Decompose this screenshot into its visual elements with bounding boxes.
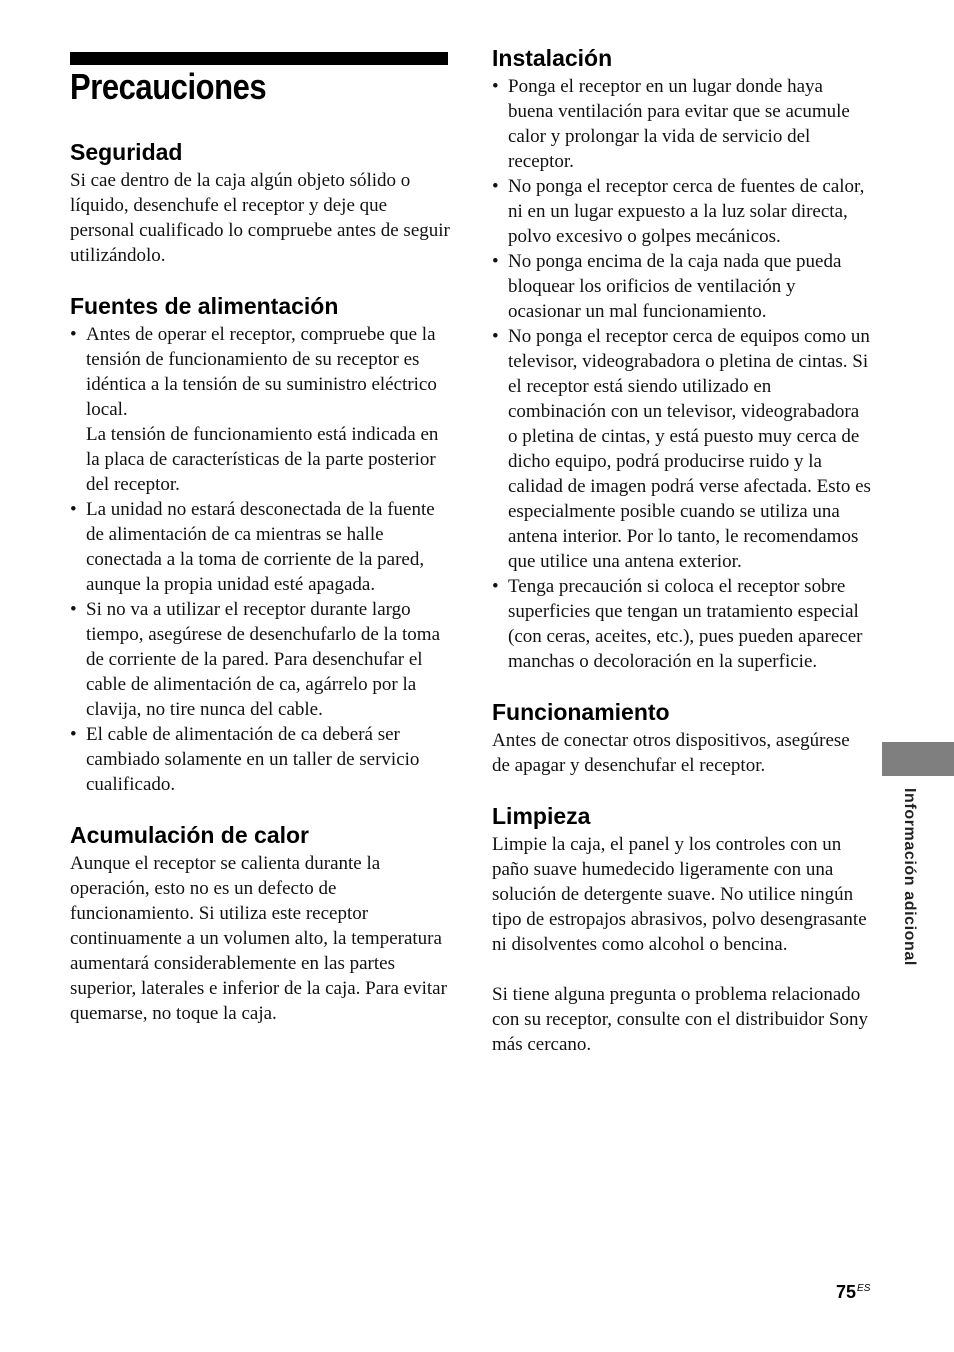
list-item <box>70 722 450 797</box>
page-title: Precauciones <box>70 66 267 107</box>
left-column <box>70 138 450 1050</box>
right-column <box>492 44 872 1081</box>
section-heading-fuentes: Fuentes de alimentación <box>70 293 339 319</box>
section-tab-marker <box>882 742 954 776</box>
fuentes-list <box>70 322 450 797</box>
page-number-value: 75 <box>836 1282 857 1302</box>
page-number <box>836 1282 870 1303</box>
section-funcionamiento <box>492 698 872 778</box>
section-seguridad <box>70 138 450 268</box>
list-item <box>492 574 872 674</box>
section-text-contact: Si tiene alguna pregunta o problema relacionado con su receptor, consulte con el distribuidor Sony más cercano. <box>492 984 868 1055</box>
list-item <box>492 174 872 249</box>
list-item-text: • Antes de operar el receptor, compruebe que la tensión de funcionamiento de su receptor es idéntica a la tensión de su suministro eléctrico local. <box>86 324 437 420</box>
list-item-text: • Ponga el receptor en un lugar donde haya buena ventilación para evitar que se acumule calor y prolongar la vida de servicio del receptor. <box>508 76 850 172</box>
list-item <box>492 324 872 574</box>
section-text-limpieza: Limpie la caja, el panel y los controles con un paño suave humedecido ligeramente con una solución de detergente suave. No utilice ningún tipo de estropajos abrasivos, polvo desengrasante ni disolventes como alcohol o bencina. <box>492 834 867 955</box>
list-item <box>492 249 872 324</box>
list-item-text-continued: La tensión de funcionamiento está indicada en la placa de características de la parte posterior del receptor. <box>86 424 439 495</box>
list-item <box>70 322 450 497</box>
list-item <box>70 497 450 597</box>
section-fuentes <box>70 292 450 797</box>
section-heading-limpieza: Limpieza <box>492 803 591 829</box>
section-text-seguridad: Si cae dentro de la caja algún objeto sólido o líquido, desenchufe el receptor y deje que personal cualificado lo compruebe antes de seguir utilizándolo. <box>70 170 450 266</box>
list-item-text: • El cable de alimentación de ca deberá ser cambiado solamente en un taller de servicio cualificado. <box>86 724 420 795</box>
section-heading-seguridad: Seguridad <box>70 139 183 165</box>
section-heading-acumulacion: Acumulación de calor <box>70 822 310 848</box>
section-text-acumulacion: Aunque el receptor se calienta durante la operación, esto no es un defecto de funcionamiento. Si utiliza este receptor continuamente a un volumen alto, la temperatura aumentará considerablemente en las partes superior, laterales e inferior de la caja. Para evitar quemarse, no toque la caja. <box>70 853 447 1024</box>
list-item-text: • Si no va a utilizar el receptor durante largo tiempo, asegúrese de desenchufarlo de la toma de corriente de la pared. Para desenchufar el cable de alimentación de ca, agárrelo por la clavija, no tire nunca del cable. <box>86 599 440 720</box>
list-item-text: • No ponga el receptor cerca de fuentes de calor, ni en un lugar expuesto a la luz solar directa, polvo excesivo o golpes mecánicos. <box>508 176 865 247</box>
page-number-suffix: ES <box>857 1283 871 1294</box>
side-section-label: Información adicional <box>901 788 918 966</box>
section-text-funcionamiento: Antes de conectar otros dispositivos, asegúrese de apagar y desenchufar el receptor. <box>492 730 850 776</box>
section-heading-funcionamiento: Funcionamiento <box>492 699 670 725</box>
list-item-text: • La unidad no estará desconectada de la fuente de alimentación de ca mientras se halle conectada a la toma de corriente de la pared, aunque la propia unidad esté apagada. <box>86 499 435 595</box>
section-limpieza <box>492 802 872 1057</box>
instalacion-list <box>492 74 872 674</box>
list-item-text: • No ponga encima de la caja nada que pueda bloquear los orificios de ventilación y ocasionar un mal funcionamiento. <box>508 251 842 322</box>
section-heading-instalacion: Instalación <box>492 45 613 71</box>
list-item-text: • Tenga precaución si coloca el receptor sobre superficies que tengan un tratamiento especial (con ceras, aceites, etc.), pues pueden aparecer manchas o decoloración en la superficie. <box>508 576 863 672</box>
list-item <box>492 74 872 174</box>
section-acumulacion <box>70 821 450 1026</box>
list-item <box>70 597 450 722</box>
list-item-text: • No ponga el receptor cerca de equipos como un televisor, videograbadora o pletina de cintas. Si el receptor está siendo utilizado en combinación con un televisor, videograbadora o pletina de cintas, y está puesto muy cerca de dicho equipo, podrá producirse ruido y la calidad de imagen podrá verse afectada. Esto es especialmente posible cuando se utiliza una antena interior. Por lo tanto, le recomendamos que utilice una antena exterior. <box>508 326 871 572</box>
section-instalacion <box>492 44 872 674</box>
